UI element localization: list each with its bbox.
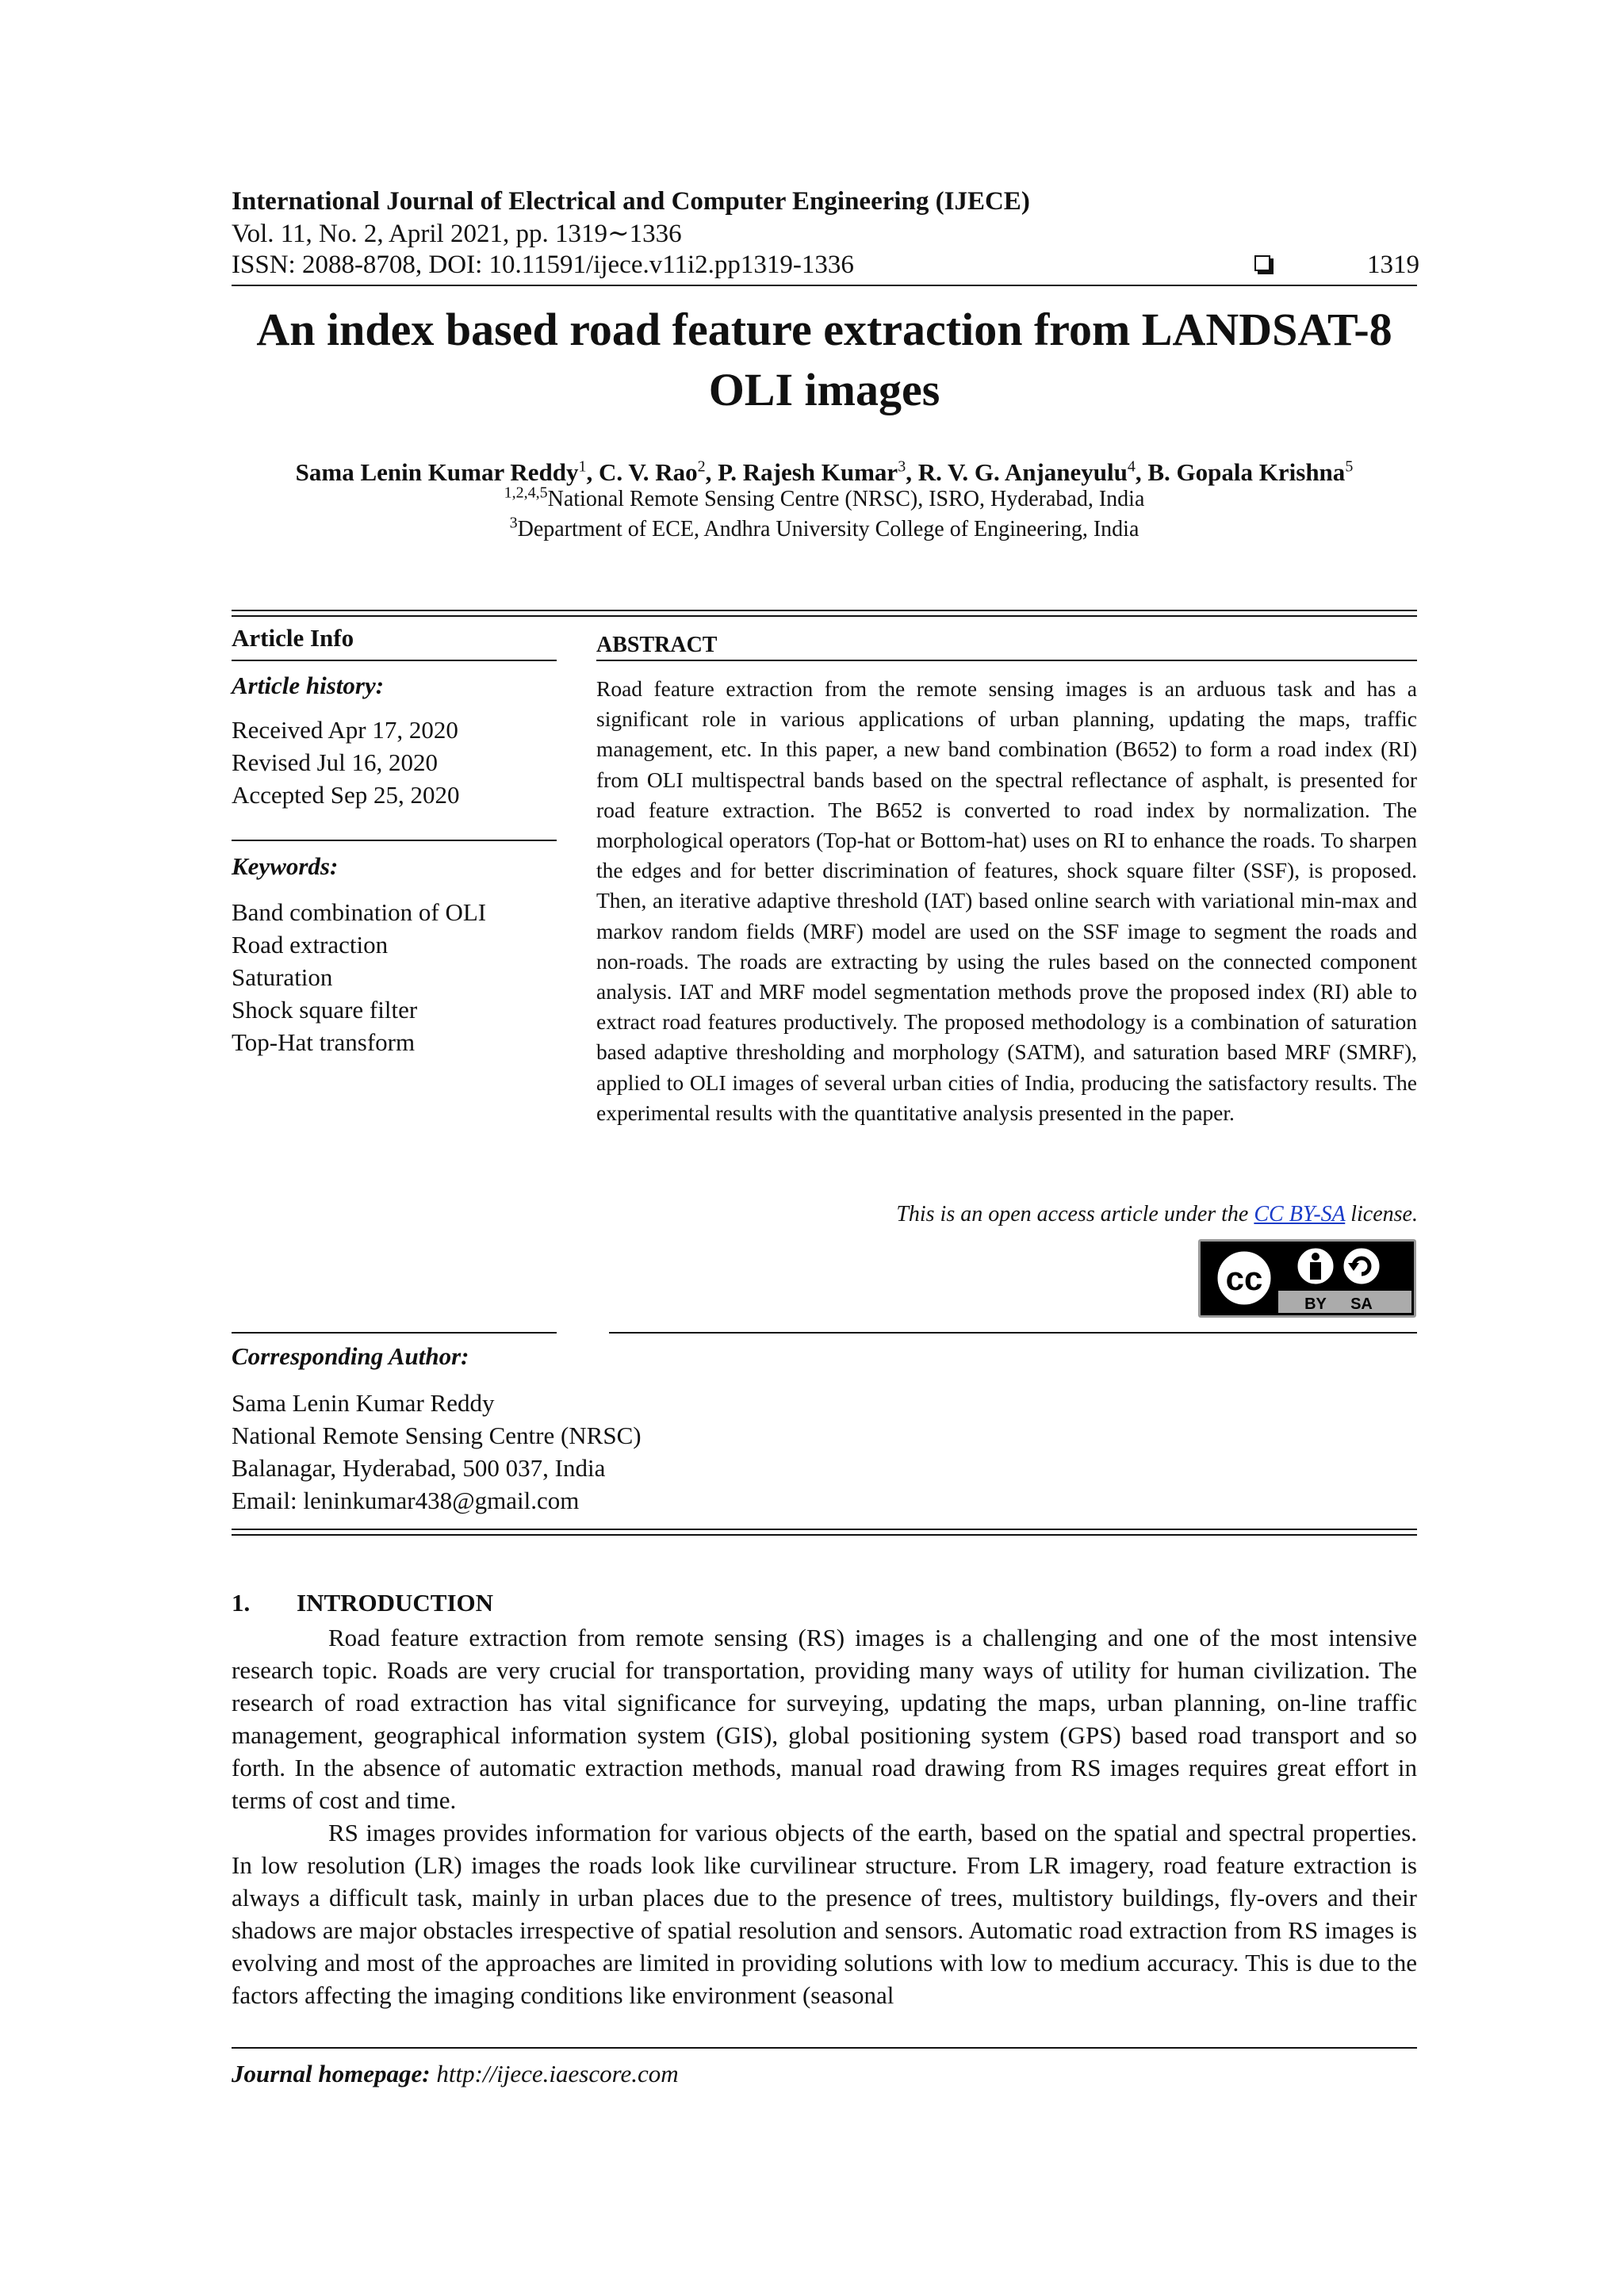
keyword: Top-Hat transform	[232, 1028, 416, 1056]
author-sup: 5	[1345, 457, 1354, 476]
journal-issn-doi: ISSN: 2088-8708, DOI: 10.11591/ijece.v11i2.pp1319-1336	[232, 251, 854, 279]
keywords-list	[232, 896, 486, 1058]
introduction-body	[232, 1621, 1417, 2011]
corresponding-author-label: Corresponding Author:	[232, 1342, 469, 1370]
abstract-heading: ABSTRACT	[596, 633, 718, 657]
history-accepted: Accepted Sep 25, 2020	[232, 781, 460, 809]
affiliation-sup: 3	[509, 514, 518, 532]
paragraph: Road feature extraction from remote sensing (RS) images is a challenging and one of the most intensive research topic. Roads are very crucial for transportation, providing many ways of utility for human civilization. The research of road extraction has vital significance for surveying, updating the maps, urban planning, on-line traffic management, geographical information system (GIS), global positioning system (GPS) based road transport and so forth. In the absence of automatic extraction methods, manual road drawing from RS images requires great effort in terms of cost and time.	[232, 1624, 1417, 1814]
history-revised: Revised Jul 16, 2020	[232, 748, 439, 776]
author-name: C. V. Rao	[599, 458, 698, 486]
cc-by-sa-badge[interactable]	[1198, 1239, 1416, 1318]
sa-label: SA	[1350, 1295, 1373, 1313]
cc-badge-graphic	[1201, 1242, 1414, 1315]
author-name: R. V. G. Anjaneyulu	[917, 458, 1128, 486]
cc-icon-text: cc	[1225, 1260, 1263, 1297]
sa-share-icon	[1342, 1247, 1381, 1285]
license-line	[793, 1202, 1418, 1227]
author-sup: 2	[697, 457, 706, 476]
article-info-rule	[232, 660, 557, 661]
section-number: 1.	[232, 1589, 251, 1617]
affiliation-sup: 1,2,4,5	[504, 484, 548, 502]
author-sup: 1	[578, 457, 587, 476]
keyword: Road extraction	[232, 931, 389, 959]
homepage-url[interactable]: http://ijece.iaescore.com	[436, 2060, 679, 2087]
keyword: Saturation	[232, 963, 333, 991]
title-line-1: An index based road feature extraction from LANDSAT-8	[256, 304, 1392, 355]
article-history-label: Article history:	[232, 672, 385, 699]
author-sep: ,	[586, 458, 599, 486]
author-sep: ,	[1135, 458, 1148, 486]
corr-name: Sama Lenin Kumar Reddy	[232, 1389, 495, 1417]
keyword: Band combination of OLI	[232, 898, 487, 926]
affiliation-text: Department of ECE, Andhra University College of Engineering, India	[517, 517, 1139, 541]
corr-email: Email: leninkumar438@gmail.com	[232, 1487, 580, 1514]
license-prefix: This is an open access article under the	[896, 1202, 1254, 1226]
journal-volume: Vol. 11, No. 2, April 2021, pp. 1319∼1336	[232, 220, 682, 248]
by-label: BY	[1304, 1295, 1327, 1313]
journal-homepage	[232, 2060, 679, 2088]
section-heading-introduction	[232, 1589, 493, 1617]
history-received: Received Apr 17, 2020	[232, 716, 458, 744]
corr-institution: National Remote Sensing Centre (NRSC)	[232, 1422, 642, 1449]
affiliation-text: National Remote Sensing Centre (NRSC), ISRO, Hyderabad, India	[547, 487, 1145, 511]
author-list	[232, 458, 1417, 487]
abstract-text: Road feature extraction from the remote sensing images is an arduous task and has a significant role in various applications of urban planning, updating the maps, traffic management, etc. In this paper, a new band combination (B652) to form a road index (RI) from OLI multispectral bands based on the spectral reflectance of asphalt, is presented for road feature extraction. The B652 is converted to road index by normalization. The morphological operators (Top-hat or Bottom-hat) uses on RI to enhance the roads. To sharpen the edges and for better discrimination of features, shock square filter (SSF), is proposed. Then, an iterative adaptive threshold (IAT) based online search with variational min-max and markov random fields (MRF) model are used on the SSF image to segment the roads and non-roads. The roads are extracting by using the rules based on the connected component analysis. IAT and MRF model segmentation methods prove the proposed index (RI) able to extract road features productively. The proposed methodology is a combination of saturation based adaptive thresholding and morphology (SATM), and saturation based MRF (SMRF), applied to OLI images of several urban cities of India, producing the satisfactory results. The experimental results with the quantitative analysis presented in the paper.	[596, 676, 1417, 1125]
keywords-label: Keywords:	[232, 852, 339, 880]
paper-title	[232, 300, 1417, 420]
homepage-label: Journal homepage:	[232, 2060, 431, 2087]
article-history	[232, 714, 460, 811]
bottom-double-rule	[232, 1529, 1417, 1530]
bottom-double-rule	[232, 1534, 1417, 1536]
page-number: 1319	[1367, 251, 1419, 279]
author-name: B. Gopala Krishna	[1147, 458, 1346, 486]
section-title: INTRODUCTION	[297, 1589, 494, 1617]
author-sep: ,	[705, 458, 718, 486]
corr-rule-left	[232, 1332, 557, 1334]
license-suffix: license.	[1345, 1202, 1418, 1226]
top-double-rule	[232, 615, 1417, 617]
corr-rule-right	[609, 1332, 1417, 1334]
keyword: Shock square filter	[232, 996, 418, 1024]
author-name: Sama Lenin Kumar Reddy	[295, 458, 579, 486]
journal-name: International Journal of Electrical and Computer Engineering (IJECE)	[232, 187, 1030, 216]
author-sup: 3	[898, 457, 906, 476]
affiliation-1	[232, 484, 1417, 512]
header-rule	[232, 285, 1417, 286]
square-icon	[1254, 255, 1270, 271]
footer-rule	[232, 2047, 1417, 2049]
top-double-rule	[232, 610, 1417, 611]
affiliation-2	[232, 514, 1417, 542]
author-name: P. Rajesh Kumar	[718, 458, 898, 486]
author-sep: ,	[906, 458, 918, 486]
keywords-rule	[232, 840, 557, 841]
paragraph: RS images provides information for various objects of the earth, based on the spatial and spectral properties. In low resolution (LR) images the roads look like curvilinear structure. From LR imagery, road feature extraction is always a difficult task, mainly in urban places due to the presence of trees, multistory buildings, fly-overs and their shadows are major obstacles irrespective of spatial resolution and sensors. Automatic road extraction from RS images is evolving and most of the approaches are limited in providing solutions with low to medium accuracy. This is due to the factors affecting the imaging conditions like environment (seasonal	[232, 1819, 1417, 2009]
corresponding-author-details	[232, 1387, 642, 1517]
author-sup: 4	[1127, 457, 1136, 476]
cc-by-sa-link[interactable]: CC BY-SA	[1254, 1202, 1346, 1226]
corr-address: Balanagar, Hyderabad, 500 037, India	[232, 1454, 606, 1482]
title-line-2: OLI images	[708, 364, 940, 415]
article-info-heading: Article Info	[232, 624, 354, 652]
abstract-rule	[596, 660, 1417, 661]
